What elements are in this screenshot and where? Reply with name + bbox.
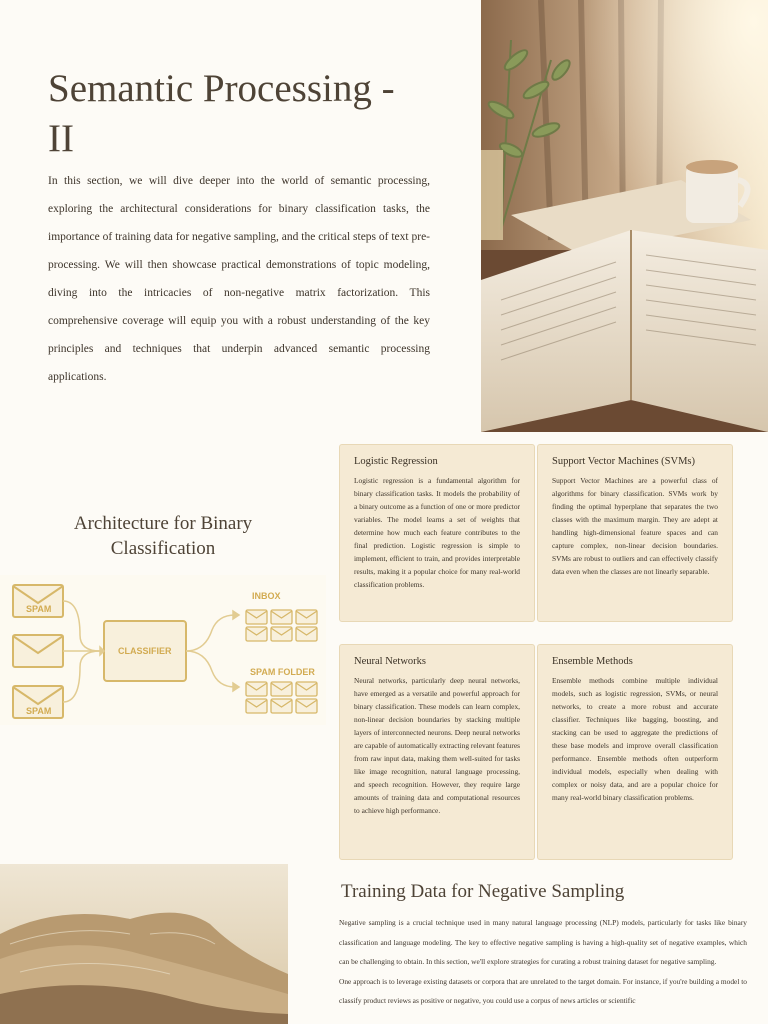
envelope-label: SPAM — [26, 706, 52, 716]
card-neural-networks — [339, 644, 535, 860]
card-title: Logistic Regression — [354, 456, 438, 467]
card-svm — [537, 444, 733, 622]
paragraph: Negative sampling is a crucial technique used in many natural language processing (NLP) models, particularly for tasks like binary classification and language modeling. The key to effective negative sampling is having a high-quality set of negative examples, which can be challenging to obtain. In this section, we'll explore strategies for curating a robust training dataset for negative sampling. — [339, 918, 747, 966]
page-title: Semantic Processing - II — [48, 67, 395, 160]
card-body: Ensemble methods combine multiple individual models, such as logistic regression, SVMs, or neural networks, to create a more robust and accurate classifier. Techniques like bagging, boosting, and stacking can be used to aggregate the predictions of these base models and improve overall classification performance. Ensemble methods often outperform individual models, especially when dealing with complex or noisy data, and are a popular choice for many real-world binary classification problems. — [552, 676, 718, 802]
card-title: Ensemble Methods — [552, 656, 633, 667]
section-title-negative-sampling: Training Data for Negative Sampling — [341, 881, 625, 902]
envelope-icon — [13, 635, 63, 667]
inbox-label: INBOX — [252, 591, 281, 601]
spam-classifier-diagram — [0, 575, 326, 725]
negative-sampling-text — [339, 913, 747, 1011]
open-book-photo — [481, 0, 768, 432]
card-ensemble-methods — [537, 644, 733, 860]
paragraph: One approach is to leverage existing datasets or corpora that are unrelated to the target domain. For instance, if you're building a model to classify product reviews as positive or negative, you could use a corpus of news articles or scientific — [339, 976, 747, 1005]
sand-dune-photo — [0, 864, 288, 1024]
card-title: Neural Networks — [354, 656, 427, 667]
book-coffee-illustration — [481, 0, 768, 432]
intro-paragraph: In this section, we will dive deeper into the world of semantic processing, exploring the architectural considerations for binary classification tasks, the importance of training data for negative sampling, and the critical steps of text pre-processing. We will then showcase practical demonstrations of topic modeling, diving into the intricacies of non-negative matrix factorization. This comprehensive coverage will equip you with a robust understanding of the key principles and techniques that underpin advanced semantic processing applications. — [48, 175, 430, 383]
card-body: Logistic regression is a fundamental algorithm for binary classification tasks. It models the probability of a binary outcome as a function of one or more predictor variables. The model learns a set of weights that determine how much each feature contributes to the final prediction. Logistic regression is simple to implement, efficient to train, and provides interpretable results, making it a popular choice for many real-world classification problems. — [354, 476, 520, 589]
spam-folder-label: SPAM FOLDER — [250, 667, 315, 677]
card-body: Neural networks, particularly deep neural networks, have emerged as a versatile and powerful approach for binary classification. These models can learn complex, non-linear decision boundaries by stacking multiple layers of interconnected neurons. Deep neural networks are capable of automatically extracting relevant features from raw input data, making them well-suited for tasks like image recognition, natural language processing, and speech recognition. However, they require large amounts of training data and computational resources to achieve high performance. — [354, 676, 520, 815]
card-title: Support Vector Machines (SVMs) — [552, 456, 696, 467]
sand-dune-illustration — [0, 864, 288, 1024]
card-logistic-regression — [339, 444, 535, 622]
card-body: Support Vector Machines are a powerful class of algorithms for binary classification. SVMs work by finding the optimal hyperplane that separates the two classes with the maximum margin. They are adept at handling high-dimensional feature spaces and can capture complex, non-linear decision boundaries. SVMs are robust to outliers and can effectively classify data even when the classes are not linearly separable. — [552, 476, 718, 576]
section-title-architecture: Architecture for Binary Classification — [73, 513, 253, 559]
classifier-label: CLASSIFIER — [118, 646, 172, 656]
envelope-label: SPAM — [26, 604, 52, 614]
